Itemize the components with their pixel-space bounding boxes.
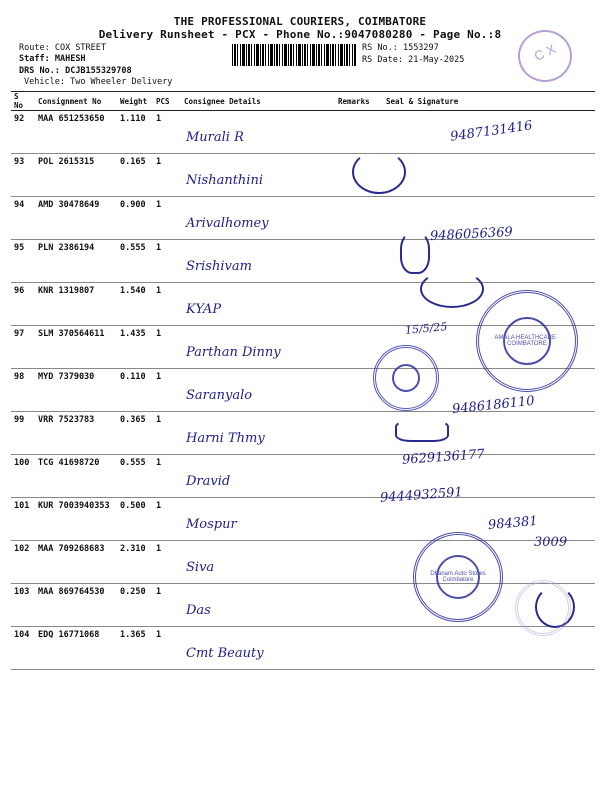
row-remarks [335,627,383,670]
row-sno: 99 [11,412,35,455]
consignee-handwriting: Arivalhomey [186,216,269,231]
row-weight: 0.110 [117,369,153,412]
row-consignment: KNR 1319807 [35,283,117,326]
row-weight: 0.555 [117,240,153,283]
handwritten-phone: 9486186110 [451,393,536,418]
auto-stores-seal-text: Dhanam Auto Stores Coimbatore [430,571,486,583]
col-pcs: PCS [153,92,181,111]
rs-no-value: 1553297 [402,43,439,53]
row-weight: 1.435 [117,326,153,369]
row-pcs: 1 [153,627,181,670]
row-consignee [181,627,335,670]
row-consignment: VRR 7523783 [35,412,117,455]
signature-scribble [395,420,449,442]
row-remarks [335,541,383,584]
row-remarks [335,584,383,627]
consignee-handwriting: Harni Thmy [186,431,265,446]
row-sno: 104 [11,627,35,670]
rs-no-label: RS No.: [362,43,398,53]
handwritten-phone: 3009 [534,535,568,550]
row-signature [383,627,595,670]
row-consignment: AMD 30478649 [35,197,117,240]
handwritten-phone: 9444932591 [379,485,464,506]
rs-date-value: 21-May-2025 [408,55,465,65]
row-weight: 1.540 [117,283,153,326]
row-consignment: PLN 2386194 [35,240,117,283]
row-consignment: EDQ 16771068 [35,627,117,670]
drs-barcode [232,44,356,66]
signature-scribble [352,150,406,194]
consignee-handwriting: Siva [186,560,215,575]
row-consignee [181,240,335,283]
vehicle-value: Two Wheeler Delivery [70,77,173,87]
row-weight: 0.500 [117,498,153,541]
row-weight: 0.165 [117,154,153,197]
consignee-handwriting: Cmt Beauty [186,646,264,661]
row-weight: 1.365 [117,627,153,670]
faint-seal [515,580,571,636]
row-consignment: MAA 709268683 [35,541,117,584]
vehicle-label: Vehicle: [24,77,65,87]
vehicle-line [24,77,172,88]
signature-scribble [420,270,484,308]
row-remarks [335,498,383,541]
company-title: THE PROFESSIONAL COURIERS, COIMBATORE [173,15,427,28]
staff-value: MAHESH [54,54,86,64]
healthcare-seal [476,290,578,392]
row-sno: 100 [11,455,35,498]
row-signature [383,154,595,197]
row-sno: 92 [11,111,35,154]
row-pcs: 1 [153,584,181,627]
row-consignment: MAA 869764530 [35,584,117,627]
row-consignee [181,326,335,369]
route-line [19,43,106,54]
row-pcs: 1 [153,111,181,154]
row-consignee [181,111,335,154]
row-pcs: 1 [153,541,181,584]
drs-label: DRS No.: [19,66,60,76]
row-consignee [181,197,335,240]
row-remarks [335,197,383,240]
row-pcs: 1 [153,197,181,240]
row-pcs: 1 [153,455,181,498]
row-consignee [181,154,335,197]
route-value: COX STREET [54,43,107,53]
row-weight: 0.900 [117,197,153,240]
corner-stamp-mark: C X [518,30,572,82]
row-consignment: MYD 7379030 [35,369,117,412]
consignee-handwriting: Srishivam [186,259,252,274]
consignee-handwriting: Murali R [186,130,244,145]
row-sno: 94 [11,197,35,240]
route-label: Route: [19,43,50,53]
row-weight: 1.110 [117,111,153,154]
row-sno: 93 [11,154,35,197]
signature-scribble [400,232,430,274]
handwritten-phone: 9487131416 [449,118,534,145]
consignee-handwriting: Dravid [186,474,231,489]
row-sno: 96 [11,283,35,326]
row-consignment: TCG 41698720 [35,455,117,498]
row-pcs: 1 [153,326,181,369]
row-sno: 95 [11,240,35,283]
handwritten-date: 15/5/25 [404,320,448,337]
row-sno: 101 [11,498,35,541]
row-remarks [335,240,383,283]
staff-label: Staff: [19,54,50,64]
row-pcs: 1 [153,240,181,283]
row-consignee [181,541,335,584]
consignee-handwriting: Mospur [186,517,237,532]
row-consignee [181,412,335,455]
row-weight: 0.555 [117,455,153,498]
handwritten-phone: 984381 [487,513,539,534]
col-weight: Weight [117,92,153,111]
table-row [11,154,595,197]
row-consignee [181,455,335,498]
col-remarks: Remarks [335,92,383,111]
row-consignee [181,283,335,326]
staff-line [19,54,86,65]
row-consignment: KUR 7003940353 [35,498,117,541]
row-pcs: 1 [153,412,181,455]
row-consignment: MAA 651253650 [35,111,117,154]
rs-date-line [362,55,464,66]
col-consignment: Consignment No [35,92,117,111]
row-remarks [335,455,383,498]
col-signature: Seal & Signature [383,92,595,111]
row-pcs: 1 [153,154,181,197]
row-sno: 102 [11,541,35,584]
row-sno: 98 [11,369,35,412]
runsheet-subtitle: Delivery Runsheet - PCX - Phone No.:9047080280 - Page No.:8 [98,28,502,41]
row-consignee [181,369,335,412]
healthcare-seal-text: AMALA HEALTHCARE · COIMBATORE [494,335,560,347]
row-weight: 0.365 [117,412,153,455]
handwritten-phone: 9486056369 [429,224,514,245]
table-row [11,240,595,283]
round-seal [373,345,439,411]
row-consignee [181,584,335,627]
consignee-handwriting: Saranyalo [186,388,253,403]
rs-no-line [362,43,439,54]
table-row [11,627,595,670]
consignee-handwriting: KYAP [186,302,222,317]
row-pcs: 1 [153,283,181,326]
row-consignment: POL 2615315 [35,154,117,197]
handwritten-phone: 9629136177 [401,447,486,468]
row-sno: 103 [11,584,35,627]
row-sno: 97 [11,326,35,369]
table-row [11,584,595,627]
row-remarks [335,412,383,455]
table-header-row [11,92,595,111]
row-weight: 2.310 [117,541,153,584]
drs-value: DCJB155329708 [65,66,132,76]
rs-date-label: RS Date: [362,55,403,65]
consignee-handwriting: Parthan Dinny [186,345,281,360]
col-consignee: Consignee Details [181,92,335,111]
col-sno: S No [11,92,35,111]
consignee-handwriting: Das [186,603,211,618]
drs-line [19,66,132,77]
row-pcs: 1 [153,369,181,412]
row-weight: 0.250 [117,584,153,627]
row-pcs: 1 [153,498,181,541]
row-consignment: SLM 370564611 [35,326,117,369]
table-row [11,541,595,584]
row-remarks [335,111,383,154]
consignee-handwriting: Nishanthini [186,173,263,188]
auto-stores-seal [413,532,503,622]
row-consignee [181,498,335,541]
table-row [11,455,595,498]
row-remarks [335,283,383,326]
table-row [11,412,595,455]
